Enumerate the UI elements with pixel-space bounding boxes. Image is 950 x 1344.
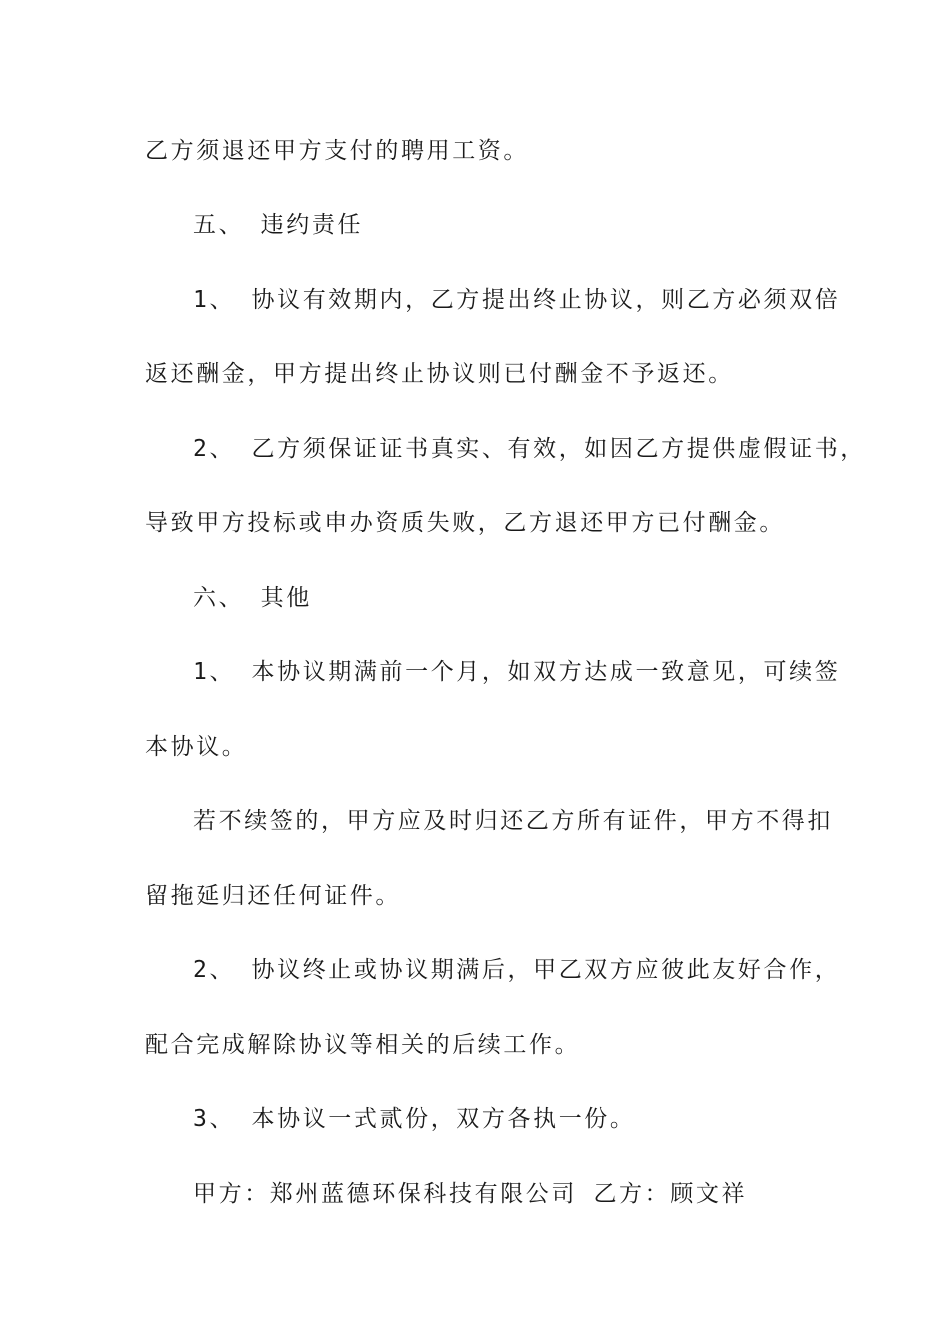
paragraph-line: 1、 协议有效期内，乙方提出终止协议，则乙方必须双倍	[193, 287, 841, 313]
paragraph-line: 本协议。	[145, 734, 248, 760]
paragraph-line: 返还酬金，甲方提出终止协议则已付酬金不予返还。	[145, 361, 734, 387]
paragraph-line: 留拖延归还任何证件。	[145, 883, 401, 909]
section-heading-other: 六、 其他	[193, 585, 312, 611]
paragraph-line: 导致甲方投标或申办资质失败，乙方退还甲方已付酬金。	[145, 510, 785, 536]
paragraph-line: 1、 本协议期满前一个月，如双方达成一致意见，可续签	[193, 659, 841, 685]
paragraph-line: 3、 本协议一式贰份，双方各执一份。	[193, 1106, 636, 1132]
paragraph-line: 2、 协议终止或协议期满后，甲乙双方应彼此友好合作，	[193, 957, 841, 983]
paragraph-line: 配合完成解除协议等相关的后续工作。	[145, 1032, 581, 1058]
paragraph-line: 乙方须退还甲方支付的聘用工资。	[145, 138, 529, 164]
section-heading-breach: 五、 违约责任	[193, 212, 364, 238]
signature-line: 甲方：郑州蓝德环保科技有限公司 乙方：顾文祥	[193, 1181, 748, 1207]
paragraph-line: 2、 乙方须保证证书真实、有效，如因乙方提供虚假证书，	[193, 436, 866, 462]
paragraph-line: 若不续签的，甲方应及时归还乙方所有证件，甲方不得扣	[193, 808, 833, 834]
